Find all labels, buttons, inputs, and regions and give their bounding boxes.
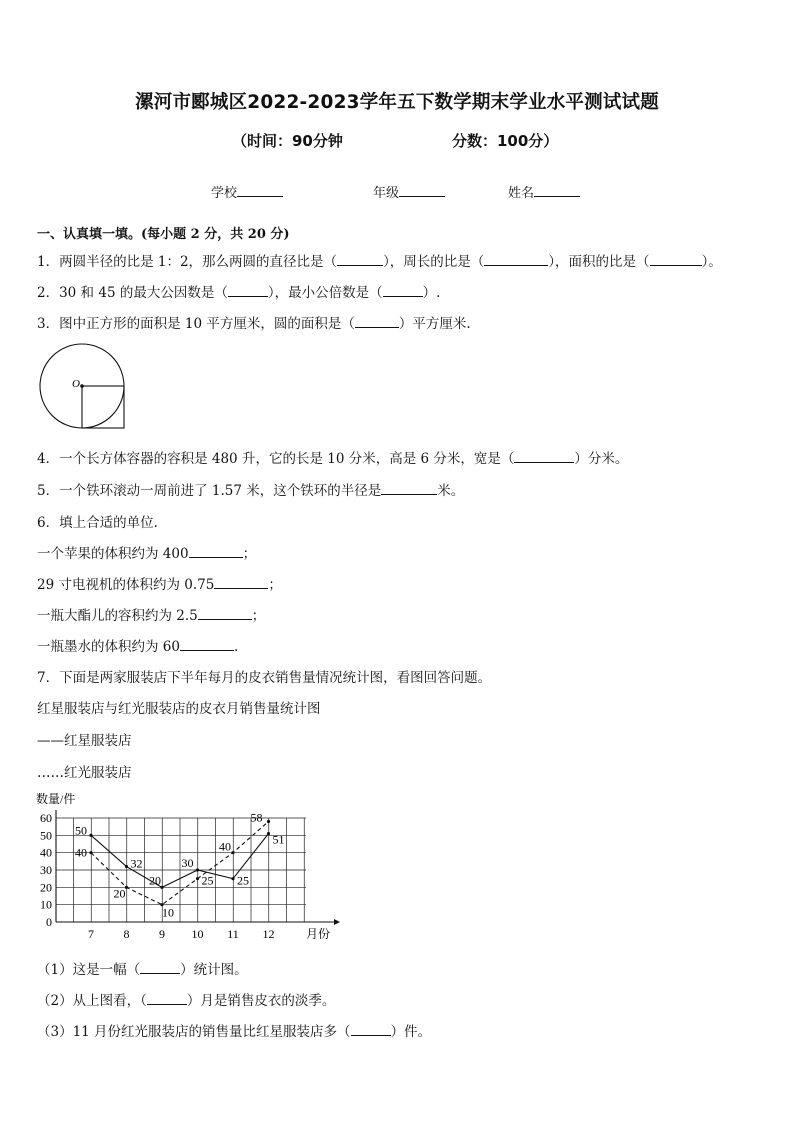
answer-blank[interactable] xyxy=(337,253,383,266)
legend-solid: ——红星服装店 xyxy=(37,733,132,749)
question-6-head: 6．填上合适的单位. xyxy=(37,515,158,531)
answer-blank[interactable] xyxy=(383,284,423,297)
circle-square-figure xyxy=(34,342,134,434)
name-field[interactable] xyxy=(508,182,580,201)
data-point xyxy=(125,865,128,868)
y-tick-label: 30 xyxy=(40,863,52,877)
data-label: 20 xyxy=(113,886,126,901)
answer-blank[interactable] xyxy=(147,992,187,1005)
data-label: 10 xyxy=(162,905,174,920)
x-axis-arrow xyxy=(334,919,340,925)
data-point xyxy=(89,851,92,854)
question-2: 2．30 和 45 的最大公因数是（ ），最小公倍数是（ ）. xyxy=(37,285,441,301)
school-label: 学校 xyxy=(211,186,238,201)
x-tick-label: 9 xyxy=(159,927,165,941)
question-6-line-3: 一瓶大酯儿的容积约为 2.5 ； xyxy=(37,608,266,624)
data-point xyxy=(267,832,270,835)
question-1: 1．两圆半径的比是 1：2，那么两圆的直径比是（ ），周长的比是（ ），面积的比是（ ）。 xyxy=(37,254,722,270)
question-3: 3．图中正方形的面积是 10 平方厘米，圆的面积是（ ）平方厘米. xyxy=(37,316,471,332)
data-point xyxy=(196,877,199,880)
question-5: 5．一个铁环滚动一周前进了 1.57 米，这个铁环的半径是 米。 xyxy=(37,483,465,499)
answer-blank[interactable] xyxy=(198,607,252,620)
answer-blank[interactable] xyxy=(214,576,268,589)
x-tick-label: 12 xyxy=(262,927,275,941)
exam-score: 分数：100分） xyxy=(452,132,559,150)
exam-time: （时间：90分钟 xyxy=(232,132,343,150)
y-tick-label: 10 xyxy=(40,897,52,912)
x-tick-label: 7 xyxy=(88,927,94,941)
answer-blank[interactable] xyxy=(355,315,399,328)
x-axis-label: 月份 xyxy=(306,927,331,941)
school-field[interactable] xyxy=(211,182,283,201)
answer-blank[interactable] xyxy=(484,253,548,266)
question-4: 4．一个长方体容器的容积是 480 升，它的长是 10 分米，高是 6 分米，宽是（ ）分米。 xyxy=(37,451,629,467)
question-7-part-1: （1）这是一幅（ ）统计图。 xyxy=(37,962,248,978)
center-point xyxy=(80,384,84,388)
data-label: 51 xyxy=(272,832,285,847)
answer-blank[interactable] xyxy=(180,638,234,651)
name-label: 姓名 xyxy=(508,186,535,201)
grade-field[interactable] xyxy=(373,182,445,201)
answer-blank[interactable] xyxy=(228,284,268,297)
answer-blank[interactable] xyxy=(650,253,702,266)
chart-caption: 红星服装店与红光服装店的皮衣月销售量统计图 xyxy=(37,701,321,717)
x-tick-label: 8 xyxy=(123,927,130,941)
data-label: 40 xyxy=(219,839,231,854)
y-axis-label: 数量/件 xyxy=(36,792,76,806)
data-label: 30 xyxy=(181,856,194,870)
data-label: 58 xyxy=(250,810,263,825)
section-heading: 一、认真填一填。(每小题 2 分，共 20 分) xyxy=(37,227,290,242)
data-point xyxy=(267,820,270,823)
question-7-part-2: （2）从上图看，（ ）月是销售皮衣的淡季。 xyxy=(37,993,336,1009)
answer-blank[interactable] xyxy=(140,961,180,974)
answer-blank[interactable] xyxy=(514,450,574,463)
name-blank[interactable] xyxy=(534,184,580,197)
x-tick-label: 10 xyxy=(191,927,204,941)
data-label: 25 xyxy=(201,873,214,888)
data-label: 40 xyxy=(75,845,87,860)
data-label: 32 xyxy=(130,856,143,871)
question-6-line-4: 一瓶墨水的体积约为 60 . xyxy=(37,639,239,655)
question-6-line-1: 一个苹果的体积约为 400 ； xyxy=(37,546,257,562)
square xyxy=(82,386,124,428)
y-tick-label: 40 xyxy=(40,845,52,860)
page-title: 漯河市郾城区2022-2023学年五下数学期末学业水平测试试题 xyxy=(135,92,659,113)
y-tick-label: 20 xyxy=(40,880,52,895)
data-label: 50 xyxy=(75,823,87,838)
legend-dashed: ……红光服装店 xyxy=(37,765,132,781)
answer-blank[interactable] xyxy=(189,545,243,558)
data-point xyxy=(231,877,234,880)
line-chart xyxy=(34,788,344,944)
data-point xyxy=(231,851,234,854)
question-7-part-3: （3）11 月份红光服装店的销售量比红星服装店多（ ）件。 xyxy=(37,1024,432,1040)
answer-blank[interactable] xyxy=(351,1023,391,1036)
question-6-line-2: 29 寸电视机的体积约为 0.75 ； xyxy=(37,577,282,593)
y-tick-label: 60 xyxy=(40,811,52,825)
grade-blank[interactable] xyxy=(399,184,445,197)
x-tick-label: 11 xyxy=(227,927,239,941)
data-point xyxy=(89,834,92,837)
y-tick-label: 0 xyxy=(46,915,52,929)
y-tick-label: 50 xyxy=(40,828,52,843)
school-blank[interactable] xyxy=(237,184,283,197)
data-point xyxy=(196,868,199,871)
data-label: 20 xyxy=(149,873,161,888)
question-7-head: 7．下面是两家服装店下半年每月的皮衣销售量情况统计图，看图回答问题。 xyxy=(37,670,492,686)
data-label: 25 xyxy=(237,873,249,888)
answer-blank[interactable] xyxy=(381,482,437,495)
center-label: O xyxy=(72,378,80,390)
grade-label: 年级 xyxy=(373,186,400,201)
